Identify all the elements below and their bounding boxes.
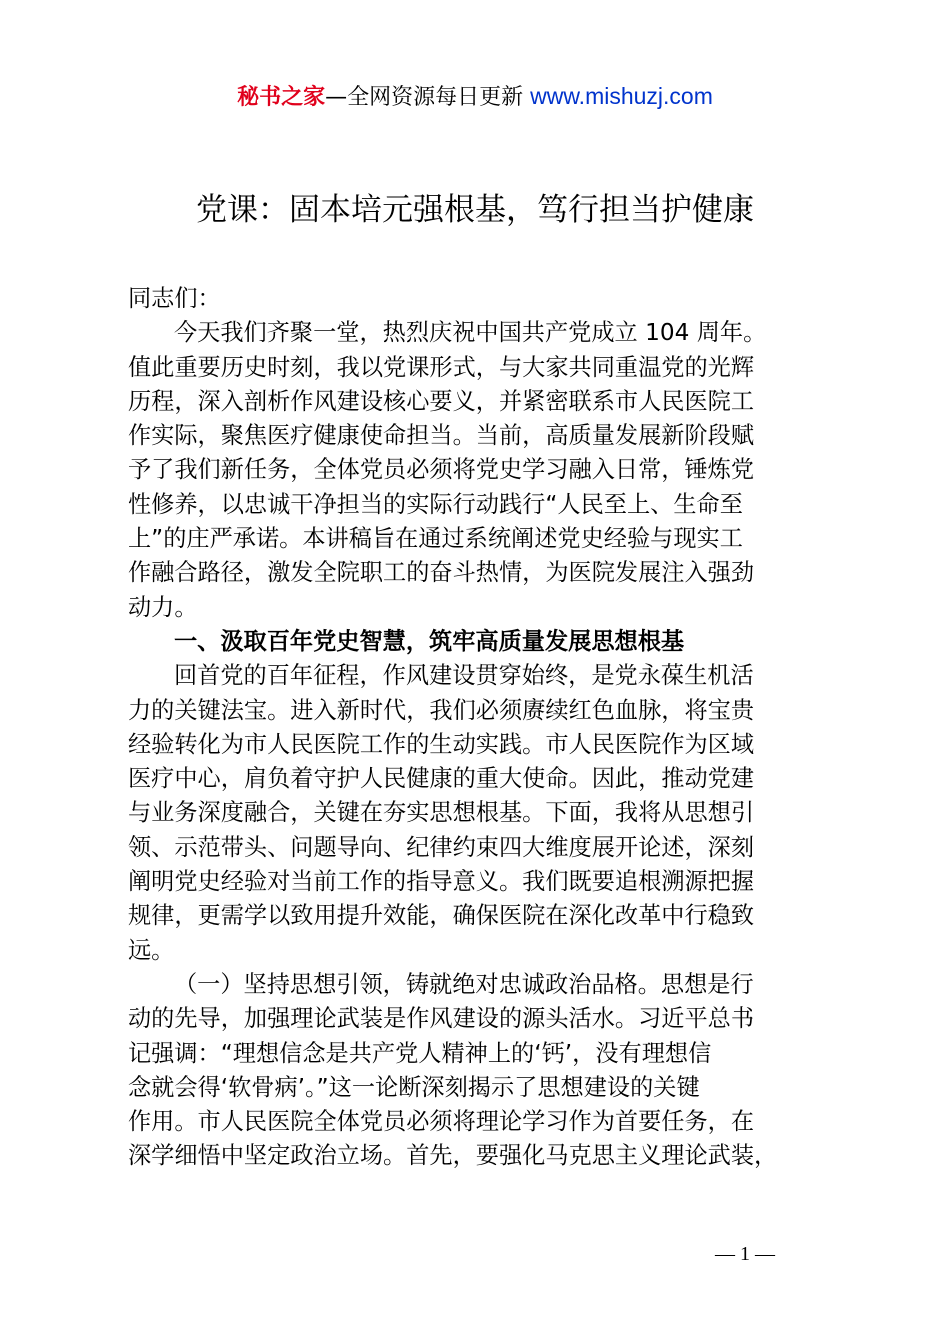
paragraph-line: 阐明党史经验对当前工作的指导意义。我们既要追根溯源把握: [128, 868, 755, 896]
banner-tagline: —全网资源每日更新: [325, 85, 531, 110]
section-heading: 一、汲取百年党史智慧，筑牢高质量发展思想根基: [174, 627, 685, 655]
paragraph-line: 力的关键法宝。进入新时代，我们必须赓续红色血脉，将宝贵: [128, 696, 755, 724]
paragraph-line: 予了我们新任务，全体党员必须将党史学习融入日常，锤炼党: [128, 456, 755, 484]
document-body: [128, 282, 828, 1174]
paragraph-line: 作融合路径，激发全院职工的奋斗热情，为医院发展注入强劲: [128, 559, 755, 587]
paragraph-line: 远。: [128, 936, 175, 964]
paragraph-line: 历程，深入剖析作风建设核心要义，并紧密联系市人民医院工: [128, 387, 755, 415]
paragraph-line: 作用。市人民医院全体党员必须将理论学习作为首要任务，在: [128, 1108, 755, 1136]
paragraph-line: 性修养，以忠诚干净担当的实际行动践行“人民至上、生命至: [128, 490, 743, 518]
paragraph-line: 念就会得‘软骨病’。”这一论断深刻揭示了思想建设的关键: [128, 1073, 700, 1101]
paragraph-line: （一）坚持思想引领，铸就绝对忠诚政治品格。思想是行: [174, 970, 754, 998]
paragraph-line: 回首党的百年征程，作风建设贯穿始终，是党永葆生机活: [174, 662, 754, 690]
paragraph-line: 动力。: [128, 593, 198, 621]
brand-name: 秘书之家: [237, 85, 326, 110]
paragraph-line: 今天我们齐聚一堂，热烈庆祝中国共产党成立 104 周年。: [174, 319, 767, 347]
paragraph-intro: [128, 316, 828, 625]
paragraph-line: 与业务深度融合，关键在夯实思想根基。下面，我将从思想引: [128, 799, 755, 827]
paragraph-line: 值此重要历史时刻，我以党课形式，与大家共同重温党的光辉: [128, 353, 755, 381]
paragraph-line: 记强调：“理想信念是共产党人精神上的‘钙’，没有理想信: [128, 1039, 712, 1067]
site-url-link[interactable]: www.mishuzj.com: [530, 83, 713, 109]
paragraph-line: 上”的庄严承诺。本讲稿旨在通过系统阐述党史经验与现实工: [128, 525, 743, 553]
paragraph-section1: [128, 659, 828, 968]
salutation: 同志们：: [128, 285, 221, 312]
paragraph-line: 动的先导，加强理论武装是作风建设的源头活水。习近平总书: [128, 1005, 755, 1033]
site-banner: [0, 80, 950, 114]
paragraph-line: 深学细悟中坚定政治立场。首先，要强化马克思主义理论武装，: [128, 1142, 778, 1170]
paragraph-line: 领、示范带头、问题导向、纪律约束四大维度展开论述，深刻: [128, 833, 755, 861]
paragraph-line: 医疗中心，肩负着守护人民健康的重大使命。因此，推动党建: [128, 765, 755, 793]
paragraph-line: 规律，更需学以致用提升效能，确保医院在深化改革中行稳致: [128, 902, 755, 930]
paragraph-line: 经验转化为市人民医院工作的生动实践。市人民医院作为区域: [128, 730, 755, 758]
document-title: 党课：固本培元强根基，笃行担当护健康: [196, 192, 754, 228]
page-number: — 1 —: [715, 1243, 775, 1265]
paragraph-subsection1: [128, 968, 828, 1174]
paragraph-line: 作实际，聚焦医疗健康使命担当。当前，高质量发展新阶段赋: [128, 422, 755, 450]
